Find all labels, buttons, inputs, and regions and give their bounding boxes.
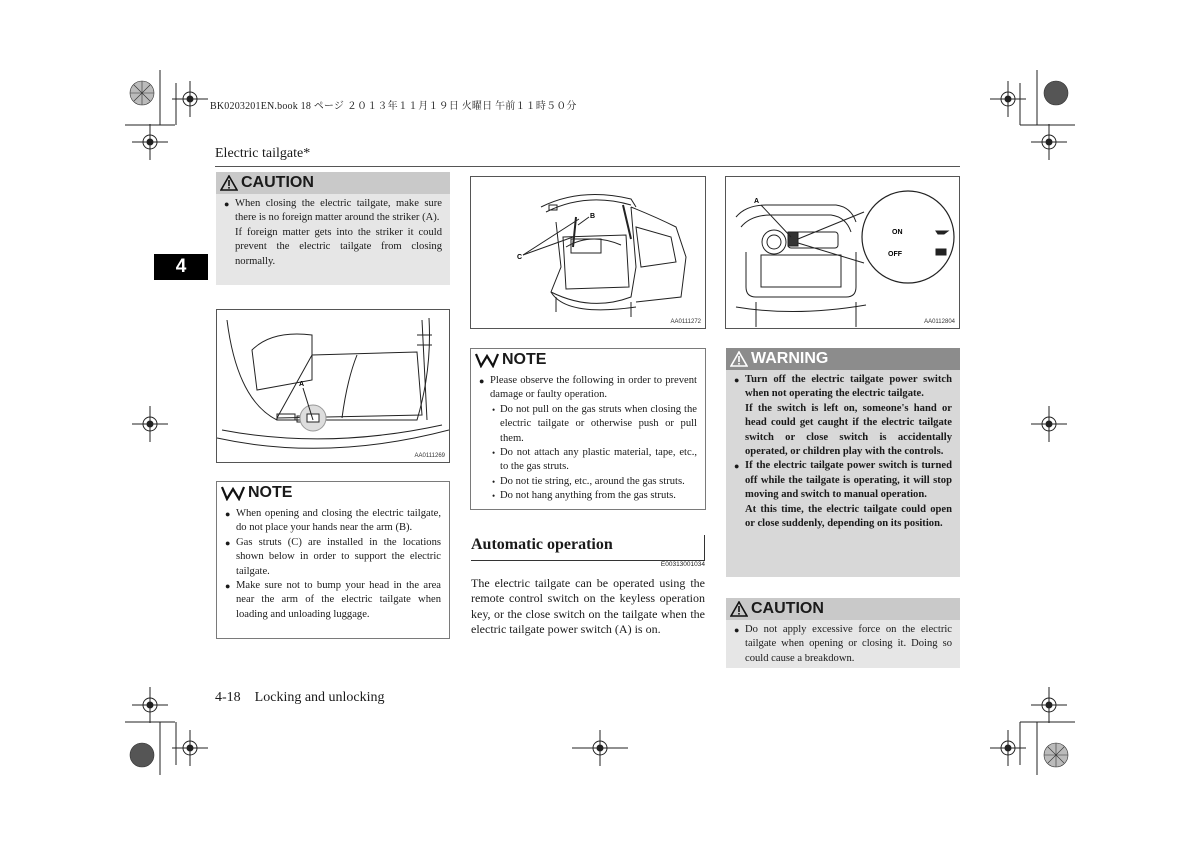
caution-item: When closing the electric tailgate, make sure there is no foreign matter around the striker (A). <box>235 198 442 224</box>
note-item: Make sure not to bump your head in the area near the arm of the electric tailgate when loading and unloading luggage. <box>236 580 441 620</box>
heading-rule-tick <box>704 535 705 561</box>
figure-code: AA0112804 <box>924 319 955 325</box>
page-footer <box>215 690 385 706</box>
chapter-tab: 4 <box>154 254 208 280</box>
warning-item-continued: At this time, the electric tailgate could open or close suddenly, depending on its position. <box>745 503 952 530</box>
figure-tailgate-struts <box>470 176 706 329</box>
section-divider <box>215 166 960 167</box>
tailgate-illustration <box>471 177 705 328</box>
automatic-operation-code: E00313001034 <box>660 561 705 568</box>
note-hands-icon <box>221 485 245 501</box>
warning-item: Turn off the electric tailgate power switch when not operating the electric tailgate. <box>745 374 952 400</box>
warning-title: WARNING <box>751 350 829 367</box>
caution-header <box>216 172 450 194</box>
switch-on-label: ON <box>892 229 903 236</box>
caution-box-bottom: CAUTION ● Do not apply excessive force on the electric tailgate when opening or closing it. Doing so could cause a breakdown. <box>726 598 960 668</box>
note-title: NOTE <box>502 351 547 368</box>
note-hands-icon <box>475 352 499 368</box>
note-intro: Please observe the following in order to prevent damage or faulty operation. <box>490 375 697 401</box>
warning-box: WARNING ● Turn off the electric tailgate power switch when not operating the electric tailgate. If the switch is left on, someone's hand or head could get caught if the electric tailgate switch or close switch is accidentally operated, or children play with the controls. ● If the electric tailgate power switch is turned off while the tailgate is operating, it will stop moving and switch to manual operation. At this time, the electric tailgate could open or close suddenly, depending on its position. <box>726 348 960 577</box>
warning-item: If the electric tailgate power switch is turned off while the tailgate is operating, it will stop moving and switch to manual operation. <box>745 460 952 501</box>
page-number: 4-18 <box>215 690 241 705</box>
label-a: A <box>754 198 760 205</box>
note-box-left: NOTE ● When opening and closing the electric tailgate, do not place your hands near the arm (B). ● Gas struts (C) are installed in the locations shown below in order to support the electric tailgate. ● Make sure not to bump your head in the area near the arm of the electric tailgate when loading and unloading luggage. <box>216 481 450 639</box>
caution-item: Do not apply excessive force on the electric tailgate when opening or closing it. Doing so could cause a breakdown. <box>745 624 952 664</box>
warning-item-continued: If the switch is left on, someone's hand or head could get caught if the electric tailgate switch or close switch is accidentally operated, or children play with the controls. <box>745 402 952 458</box>
footer-chapter: Locking and unlocking <box>254 690 385 705</box>
note-item: When opening and closing the electric tailgate, do not place your hands near the arm (B). <box>236 508 441 534</box>
note-item: Gas struts (C) are installed in the locations shown below in order to support the electric tailgate. <box>236 536 441 577</box>
note-header <box>471 349 705 371</box>
note-subitem: Do not hang anything from the gas struts. <box>500 490 676 502</box>
note-header <box>217 482 449 504</box>
label-c: C <box>517 254 523 261</box>
automatic-operation-title: Automatic operation <box>471 536 613 553</box>
switch-illustration <box>726 177 959 328</box>
switch-off-label: OFF <box>888 251 902 258</box>
cargo-illustration <box>217 310 449 462</box>
section-title: Electric tailgate* <box>215 146 311 161</box>
caution-item-continued: If foreign matter gets into the striker it could prevent the electric tailgate from closing normally. <box>235 226 442 267</box>
warning-triangle-icon <box>730 351 748 367</box>
note-subitem: Do not tie string, etc., around the gas struts. <box>500 475 685 487</box>
note-title: NOTE <box>248 484 293 501</box>
label-a: A <box>299 381 305 388</box>
caution-box-top: CAUTION ● When closing the electric tailgate, make sure there is no foreign matter around the striker (A). If foreign matter gets into the striker it could prevent the electric tailgate from closing normally. <box>216 172 450 285</box>
note-box-mid: NOTE ● Please observe the following in order to prevent damage or faulty operation. • Do not pull on the gas struts when closing the electric tailgate or otherwise push or pull them. • Do not attach any plastic material, tape, etc., to the gas struts. • Do not tie string, etc., around the gas struts. • Do not hang anything from the gas struts. <box>470 348 706 510</box>
automatic-operation-text: The electric tailgate can be operated using the remote control switch on the keyless operation key, or the close switch on the tailgate when the electric tailgate power switch (A) is on. <box>471 576 705 636</box>
warning-header <box>726 348 960 370</box>
warning-triangle-icon <box>220 175 238 191</box>
print-header: BK0203201EN.book 18 ページ ２０１３年１１月１９日 火曜日 午前１１時５０分 <box>210 101 577 112</box>
note-subitem: Do not pull on the gas struts when closing the electric tailgate or otherwise push or pull them. <box>500 403 697 444</box>
caution-title: CAUTION <box>751 600 824 617</box>
figure-power-switch <box>725 176 960 329</box>
note-subitem: Do not attach any plastic material, tape, etc., to the gas struts. <box>500 447 697 473</box>
figure-cargo-striker <box>216 309 450 463</box>
caution-header <box>726 598 960 620</box>
figure-code: AA0111272 <box>670 319 701 325</box>
warning-triangle-icon <box>730 601 748 617</box>
caution-title: CAUTION <box>241 174 314 191</box>
label-b: B <box>590 213 596 220</box>
figure-code: AA0111269 <box>414 453 445 459</box>
